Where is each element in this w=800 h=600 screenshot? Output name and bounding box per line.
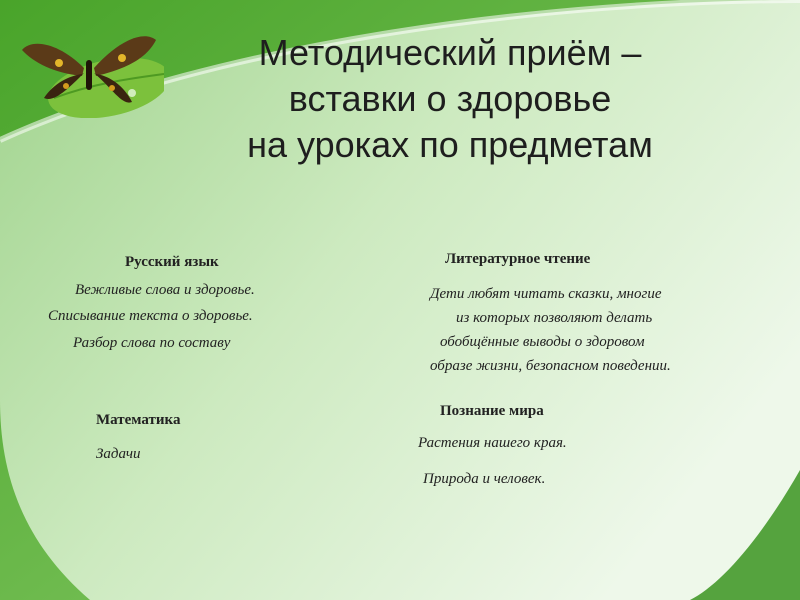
math-heading: Математика [96,412,181,428]
butterfly-on-leaf-image [14,18,164,118]
literature-heading: Литературное чтение [445,251,591,267]
literature-line: Дети любят читать сказки, многие [430,286,662,302]
russian-line: Вежливые слова и здоровье. [75,282,255,298]
world-line: Растения нашего края. [418,435,567,451]
math-line: Задачи [96,446,141,462]
literature-line: обобщённые выводы о здоровом [440,334,645,350]
title-line-1: Методический приём – [258,32,642,73]
literature-line: из которых позволяют делать [456,310,653,326]
russian-line: Списывание текста о здоровье. [48,308,253,324]
literature-line: образе жизни, безопасном поведении. [430,358,671,374]
title-line-2: вставки о здоровье [288,78,612,119]
world-line: Природа и человек. [423,471,546,487]
russian-line: Разбор слова по составу [73,335,231,351]
russian-heading: Русский язык [125,254,219,270]
title-line-3: на уроках по предметам [247,124,653,165]
world-heading: Познание мира [440,403,544,419]
slide-title [170,30,730,168]
